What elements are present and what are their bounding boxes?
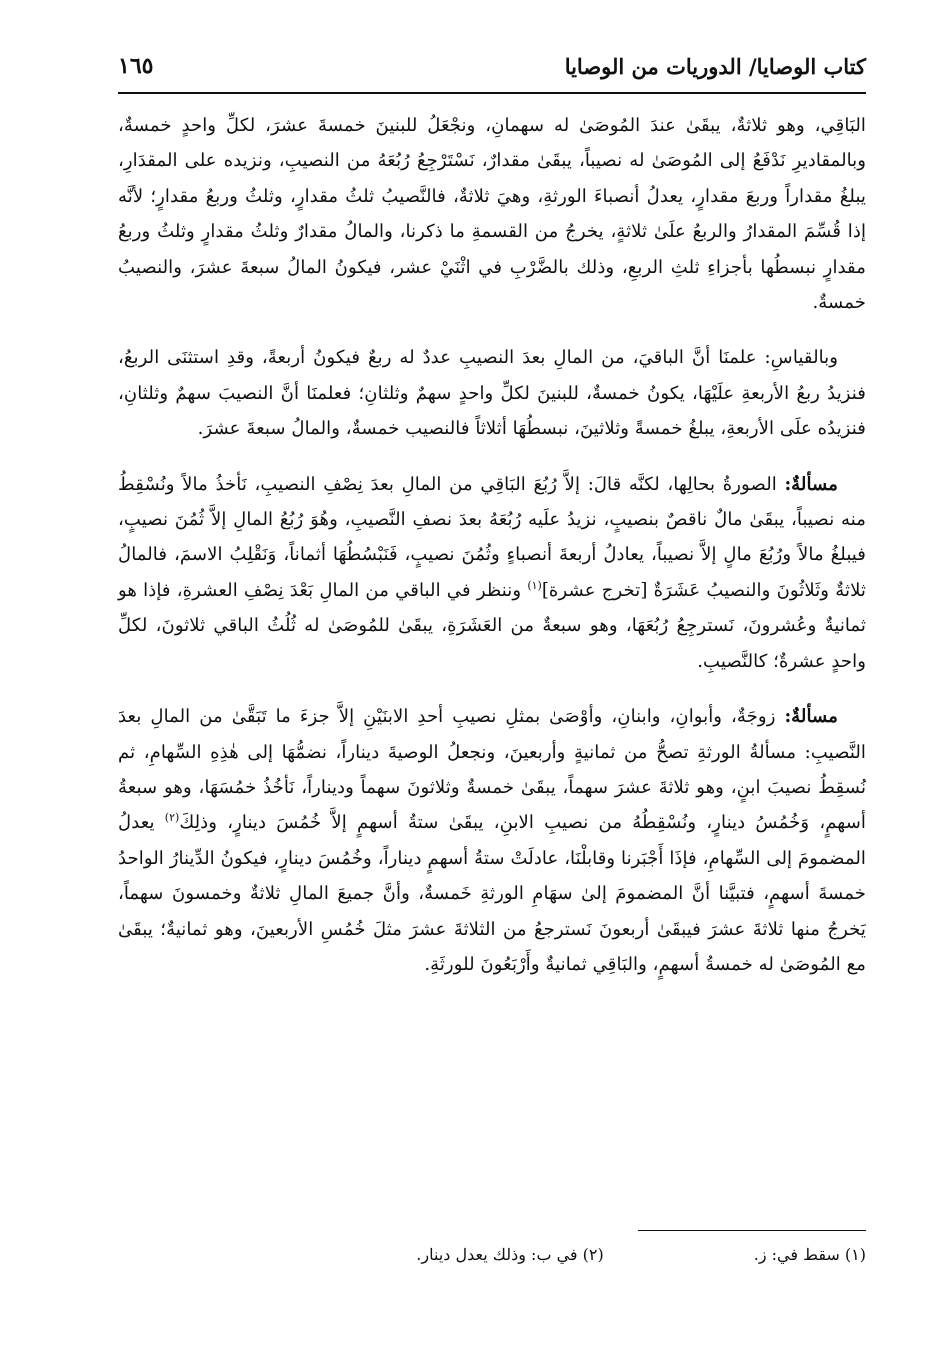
footnote-ref-1: (١) — [527, 578, 542, 592]
paragraph-4-text: زوجَةٌ، وأبوانِ، وابنانِ، وأوْصَىٰ بمثلِ نصيبِ أحدِ الابنَيْنِ إلاَّ جزءَ ما تَبَقَّىٰ من المالِ بعدَ النَّصيبِ: مسألةُ الورثةِ تصحُّ من ثمانيةٍ وأربعينَ، ونجعلُ الوصيةَ ديناراً، نضمُّهَا إلى هٰذِهِ السِّهامِ، ثم نُسقِطُ نصيبَ ابنٍ، وهو ثلاثةَ عشرَ سهماً، يبقَىٰ خمسةٌ وثلاثونَ سهماً وديناراً، نَأخُذُ خمُسَهَا، وهو سبعةُ أسهمٍ، وَخُمُسُ دينارٍ، ونُسْقِطُهُ من نصيبِ الابنِ، يبقَىٰ ستةُ أسهمٍ إلاَّ خُمُسَ دينارٍ، وذلِكَ — [118, 706, 866, 834]
page-number: ١٦٥ — [118, 53, 154, 79]
paragraph-4 — [118, 699, 866, 982]
paragraph-2-text: وبالقياسِ: علمنَا أنَّ الباقيَ، من المالِ بعدَ النصيبِ عددٌ له ربعٌ فيكونُ أربعةً، وقدِ استثنَى الربعُ، فنزيدُ ربعُ الأربعةِ علَيْهَا، يكونُ خمسةٌ، للبنينَ لكلِّ واحدٍ سهمٌ وثلثانِ؛ فعلمنَا أنَّ النصيبَ سهمٌ وثلثانِ، فنزيدُه علَى الأربعةِ، يبلغُ خمسةً وثلاثينَ، نبسطُهَا أثلاثاً فالنصيب خمسةٌ، والمالُ سبعةَ عشرَ. — [118, 347, 866, 440]
footnote-1-marker: (١) — [844, 1245, 866, 1264]
main-text — [118, 108, 866, 1002]
header-title: كتاب الوصايا/ الدوريات من الوصايا — [564, 53, 866, 79]
paragraph-4-lead: مسألةٌ: — [784, 706, 838, 728]
footnote-divider — [638, 1230, 866, 1231]
footnote-2-text: في ب: وذلك يعدل دينار. — [416, 1245, 578, 1264]
paragraph-1-text: البَاقِي، وهو ثلاثةٌ، يبقَىٰ عندَ المُوصَىٰ له سهمانِ، ونجْعَلُ للبنينَ خمسةَ عشرَ، لكلِّ واحدٍ خمسةٌ، وبالمقاديرِ نَدْفَعُ إلى المُوصَىٰ له نصيباً، يبقَىٰ مقدارٌ، نَسْتَرْجِعُ رُبُعَهُ من النصيبِ، ونزيده على المقدَارِ، يبلغُ مقداراً وربعَ مقدارٍ، يعدلُ أنصباءَ الورثةِ، وهيَ ثلاثةٌ، فالنَّصيبُ ثلثُ مقدارٍ، وثلثُ وربعُ مقدارٍ؛ لأنَّه إذا قُسِّمَ المقدارُ والربعُ علَىٰ ثلاثةٍ، يخرجُ من القسمةِ ما ذكرنا، والمالُ مقدارٌ وثلثُ مقدارٍ وثلثُ وربعُ مقدارٍ نبسطُها بأجزاءِ ثلثِ الربعِ، وذلك بالضَّرْبِ في اثْنَيْ عشر، فيكونُ المالُ سبعةَ عشرَ، والنصيبُ خمسةٌ. — [118, 115, 866, 314]
footnotes — [118, 1242, 866, 1268]
header-divider — [118, 92, 866, 94]
paragraph-3-tail: وننظر في الباقي من المالِ بَعْدَ نِصْفِ العشرةِ، فإذا هو ثمانيةٌ وعُشرونَ، نَسترجِعُ رُبُعَهَا، وهو سبعةٌ من العَشَرَةِ، يبقَىٰ للمُوصَىٰ له ثُلُثُ الباقي ثلاثونَ، لكلِّ واحدٍ عشرةٌ؛ كالنَّصيبِ. — [118, 579, 866, 672]
paragraph-3 — [118, 467, 866, 679]
footnote-2 — [416, 1242, 603, 1268]
paragraph-3-lead: مسألةٌ: — [784, 473, 838, 495]
paragraph-1 — [118, 108, 866, 320]
paragraph-2 — [118, 340, 866, 446]
footnote-1-text: سقط في: ز. — [753, 1245, 840, 1264]
footnote-2-marker: (٢) — [582, 1245, 604, 1264]
paragraph-4-tail: يعدلُ المضمومَ إلى السِّهامِ، فإذَا أَجْبَرنا وقابلْنَا، عادلَتْ ستةُ أسهمٍ ديناراً، وخُمُسَ دينارٍ، فيكونُ الدِّينارُ الواحدُ خمسةَ أسهمٍ، فتبيَّنا أنَّ المضمومَ إلىٰ سهَامِ الورثةِ خَمسةٌ، وأنَّ جميعَ المالِ ثلاثةٌ وخمسونَ سهماً، يَخرجُ منها ثلاثةَ عشرَ فيبقَىٰ أربعونَ نَسترجعُ من الثلاثةَ عشرَ مثلَ خُمُسِ الأربعينَ، وهو ثمانيةٌ؛ يبقَىٰ مع المُوصَىٰ له خمسةُ أسهمٍ، والبَاقِي ثمانيةٌ وأَرْبَعُونَ للورثَةِ. — [118, 812, 866, 975]
footnote-1 — [754, 1242, 866, 1268]
running-header — [118, 44, 866, 88]
footnote-ref-2: (٢) — [164, 811, 180, 825]
paragraph-3-text: الصورةُ بحالِها، لكنَّه قالَ: إلاَّ رُبُعَ البَاقِي من المالِ بعدَ نِصْفِ النصيبِ، نَأخذُ مالاً ونُسْقِطُ منه نصيباً، يبقَىٰ مالٌ ناقصٌ بنصيبٍ، نزيدُ علَيه رُبُعَهُ بعدَ نصفِ النَّصيبِ، وهُوَ رُبُعُ المالِ إلاَّ ثُمُنَ نصيبٍ، فيبلغُ مالاً ورُبُعَ مالٍ إلاَّ نصيباً، يعادلُ أربعةَ أنصباءٍ وثُمُنَ نصيبٍ، فَنَبْسُطُهَا أثماناً، وَنَقْلِبُ الاسمَ، فالمالُ ثلاثةٌ وثَلاثُونَ والنصيبُ عَشَرَةٌ [تخرج عشرة] — [118, 473, 866, 601]
